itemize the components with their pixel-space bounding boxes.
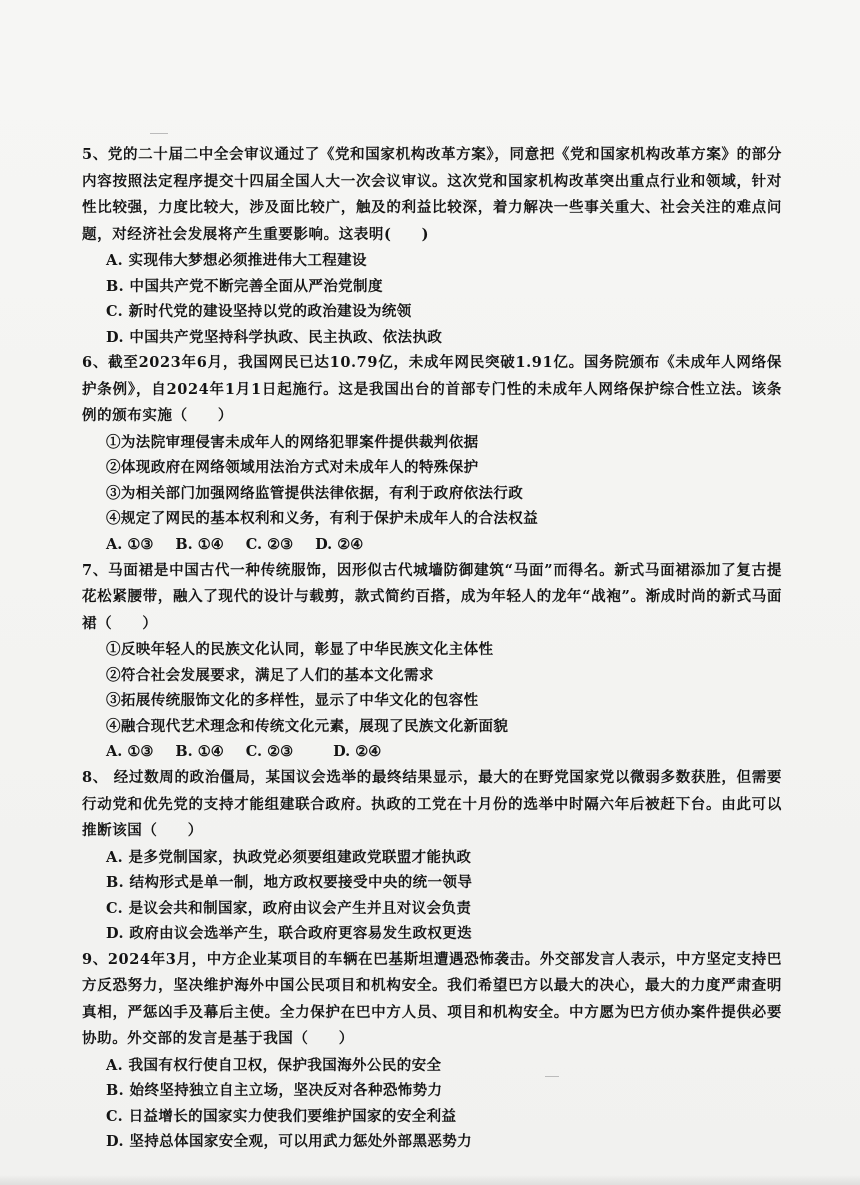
answer-combinations: [82, 532, 782, 558]
question-7: [82, 558, 782, 766]
question-9: [82, 947, 782, 1155]
statement-item: ④融合现代艺术理念和传统文化元素，展现了民族文化新面貌: [106, 717, 509, 735]
answer-combination: B. ①④: [175, 535, 224, 553]
statement-item: ④规定了网民的基本权利和义务，有利于保护未成年人的合法权益: [106, 510, 539, 527]
answer-combination: C. ②③: [245, 743, 294, 760]
question-6: [82, 350, 782, 558]
answer-option: A. 是多党制国家，执政党必须要组建政党联盟才能执政: [106, 848, 472, 866]
scan-bottom-edge: [0, 1175, 860, 1185]
answer-combinations: [82, 739, 782, 765]
answer-option: B. 结构形式是单一制，地方政权要接受中央的统一领导: [106, 874, 473, 891]
question-stem: 9、2024年3月，中方企业某项目的车辆在巴基斯坦遭遇恐怖袭击。外交部发言人表示，中方坚定支持巴方反恐努力，坚决维护海外中国公民项目和机构安全。我们希望巴方以最大的决心，最大的力度严肃查明真相，严惩凶手及幕后主使。全力保护在巴中方人员、项目和机构安全。中方愿为巴方侦办案件提供必要协助。外交部的发言是基于我国（ ）: [82, 950, 782, 1047]
statement-item: ②符合社会发展要求，满足了人们的基本文化需求: [106, 666, 434, 684]
question-5: [82, 142, 782, 350]
answer-option: A. 实现伟大梦想必须推进伟大工程建设: [106, 252, 367, 269]
scan-speck: [545, 1076, 559, 1077]
answer-option: C. 新时代党的建设坚持以党的政治建设为统领: [106, 303, 412, 320]
question-stem: 5、党的二十届二中全会审议通过了《党和国家机构改革方案》，同意把《党和国家机构改革方案》的部分内容按照法定程序提交十四届全国人大一次会议审议。这次党和国家机构改革突出重点行业和领域，针对性比较强，力度比较大，涉及面比较广，触及的利益比较深，着力解决一些事关重大、社会关注的难点问题，对经济社会发展将产生重要影响。这表明( ): [82, 146, 782, 243]
statement-item: ③为相关部门加强网络监管提供法律依据，有利于政府依法行政: [106, 484, 524, 502]
answer-options: [82, 1053, 782, 1155]
answer-option: D. 中国共产党坚持科学执政、民主执政、依法执政: [106, 328, 443, 346]
statement-item: ①反映年轻人的民族文化认同，彰显了中华民族文化主体性: [106, 641, 494, 658]
answer-combination: D. ②④: [315, 535, 364, 553]
exam-content: [82, 142, 782, 1155]
question-8: [82, 765, 782, 947]
answer-combination: A. ①③: [106, 743, 154, 760]
statement-list: [82, 637, 782, 739]
answer-option: D. 坚持总体国家安全观，可以用武力惩处外部黑恶势力: [106, 1133, 473, 1150]
answer-option: C. 日益增长的国家实力使我们要维护国家的安全利益: [106, 1107, 457, 1125]
answer-combination: C. ②③: [245, 535, 294, 553]
answer-options: [82, 845, 782, 947]
answer-option: B. 始终坚持独立自主立场，坚决反对各种恐怖势力: [106, 1082, 443, 1099]
statement-item: ③拓展传统服饰文化的多样性，显示了中华文化的包容性: [106, 692, 479, 709]
question-stem: 6、截至2023年6月，我国网民已达10.79亿，未成年网民突破1.91亿。国务院颁布《未成年人网络保护条例》，自2024年1月1日起施行。这是我国出台的首部专门性的未成年人网络保护综合性立法。该条例的颁布实施（ ）: [82, 354, 782, 424]
answer-combination: B. ①④: [175, 743, 224, 760]
answer-combination: A. ①③: [106, 535, 154, 553]
scan-speck: [150, 133, 168, 134]
answer-option: D. 政府由议会选举产生，联合政府更容易发生政权更迭: [106, 925, 473, 942]
answer-option: C. 是议会共和制国家，政府由议会产生并且对议会负责: [106, 899, 472, 917]
question-stem: 8、 经过数周的政治僵局，某国议会选举的最终结果显示，最大的在野党国家党以微弱多数获胜，但需要行动党和优先党的支持才能组建联合政府。执政的工党在十月份的选举中时隔六年后被赶下台。由此可以推断该国（ ）: [82, 769, 782, 839]
answer-options: [82, 248, 782, 350]
statement-item: ②体现政府在网络领域用法治方式对未成年人的特殊保护: [106, 459, 479, 476]
answer-option: B. 中国共产党不断完善全面从严治党制度: [106, 277, 383, 295]
statement-item: ①为法院审理侵害未成年人的网络犯罪案件提供裁判依据: [106, 433, 479, 451]
answer-combination: D. ②④: [333, 743, 382, 760]
statement-list: [82, 430, 782, 532]
question-stem: 7、马面裙是中国古代一种传统服饰，因形似古代城墙防御建筑“马面”而得名。新式马面裙添加了复古提花松紧腰带，融入了现代的设计与载剪，款式简约百搭，成为年轻人的龙年“战袍”。渐成时尚的新式马面裙（ ）: [82, 561, 782, 632]
answer-option: A. 我国有权行使自卫权，保护我国海外公民的安全: [106, 1056, 442, 1074]
